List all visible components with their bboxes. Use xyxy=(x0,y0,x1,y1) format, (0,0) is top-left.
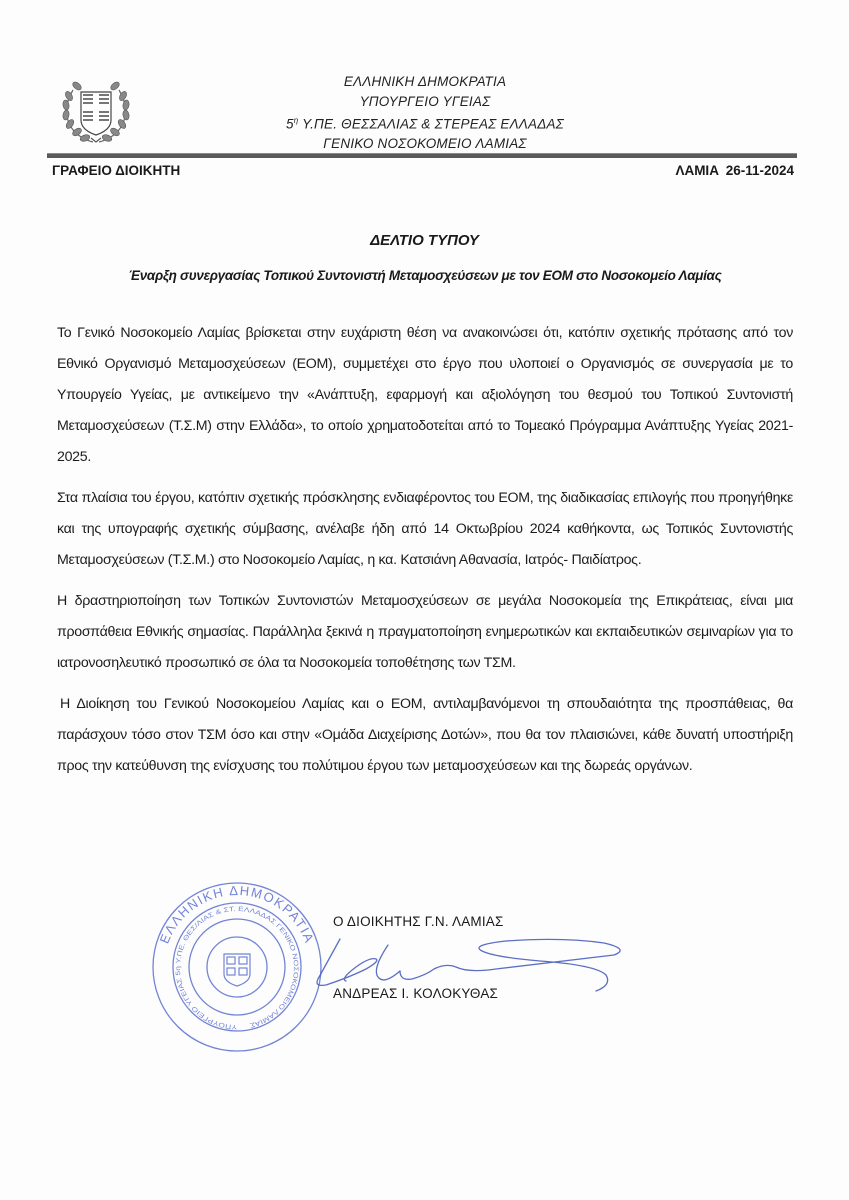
stamp-outer-text: ΕΛΛΗΝΙΚΗ ΔΗΜΟΚΡΑΤΙΑ xyxy=(156,882,318,946)
svg-text:ΥΠΟΥΡΓΕΙΟ ΥΓΕΙΑΣ 5η Υ.ΠΕ. ΘΕΣ/ xyxy=(175,906,299,1030)
signatory-block xyxy=(333,914,633,1014)
region-name: Υ.ΠΕ. ΘΕΣΣΑΛΙΑΣ & ΣΤΕΡΕΑΣ ΕΛΛΑΔΑΣ xyxy=(302,116,564,132)
region-suffix: η xyxy=(293,116,299,125)
header-line-hospital: ΓΕΝΙΚΟ ΝΟΣΟΚΟΜΕΙΟ ΛΑΜΙΑΣ xyxy=(323,136,527,151)
region-number: 5 xyxy=(286,116,294,132)
place-date: ΛΑΜΙΑ 26-11-2024 xyxy=(675,163,794,178)
issuer-header xyxy=(250,72,600,154)
official-stamp xyxy=(150,880,325,1055)
header-line-republic: ΕΛΛΗΝΙΚΗ ΔΗΜΟΚΡΑΤΙΑ xyxy=(343,74,507,89)
stamp-inner-text: ΥΠΟΥΡΓΕΙΟ ΥΓΕΙΑΣ 5η Υ.ΠΕ. ΘΕΣ/ΛΙΑΣ & ΣΤ. ΕΛΛΑΔΑΣ ΓΕΝΙΚΟ ΝΟΣΟΚΟΜΕΙΟ ΛΑΜΙΑΣ xyxy=(174,905,300,1031)
svg-text:ΕΛΛΗΝΙΚΗ ΔΗΜΟΚΡΑΤΙΑ xyxy=(157,883,318,946)
header-line-region xyxy=(250,111,600,134)
greek-coat-of-arms-icon xyxy=(59,72,133,148)
office-label: ΓΡΑΦΕΙΟ ΔΙΟΙΚΗΤΗ xyxy=(52,163,181,178)
body-paragraph: Στα πλαίσια του έργου, κατόπιν σχετικής πρόσκλησης ενδιαφέροντος του ΕΟΜ, της διαδικασίας επιλογής που προηγήθηκε και της υπογραφής σχετικής σύμβασης, ανέλαβε ήδη από 14 Οκτωβρίου 2024 καθήκοντα, ως Τοπικός Συντονιστής Μεταμοσχεύσεων (Τ.Σ.Μ.) στο Νοσοκομείο Λαμίας, η κα. Κατσιάνη Αθανασία, Ιατρός- Παιδίατρος. xyxy=(57,490,793,568)
body-paragraph: Το Γενικό Νοσοκομείο Λαμίας βρίσκεται στην ευχάριστη θέση να ανακοινώσει ότι, κατόπιν σχετικής πρότασης από τον Εθνικό Οργανισμό Μεταμοσχεύσεων (ΕΟΜ), συμμετέχει στο έργο που υλοποιεί ο Οργανισμός σε συνεργασία με το Υπουργείο Υγείας, με αντικείμενο την «Ανάπτυξη, εφαρμογή και αξιολόγηση του θεσμού του Τοπικού Συντονιστή Μεταμοσχεύσεων (Τ.Σ.Μ) στην Ελλάδα», το οποίο χρηματοδοτείται από το Τομεακό Πρόγραμμα Ανάπτυξης Υγείας 2021-2025. xyxy=(57,325,793,465)
document-subtitle: Έναρξη συνεργασίας Τοπικού Συντονιστή Μεταμοσχεύσεων με τον ΕΟΜ στο Νοσοκομείο Λαμίας xyxy=(128,268,722,283)
body-paragraph: Η Διοίκηση του Γενικού Νοσοκομείου Λαμίας και ο ΕΟΜ, αντιλαμβανόμενοι τη σπουδαιότητα της προσπάθειας, θα παράσχουν τόσο στον ΤΣΜ όσο και στην «Ομάδα Διαχείρισης Δοτών», που θα τον πλαισιώνει, κάθε δυνατή υποστήριξη προς την κατεύθυνση της ενίσχυσης του πολύτιμου έργου των μεταμοσχεύσεων και της δωρεάς οργάνων. xyxy=(57,696,793,774)
signatory-role: Ο ΔΙΟΙΚΗΤΗΣ Γ.Ν. ΛΑΜΙΑΣ xyxy=(333,914,504,929)
header-line-ministry: ΥΠΟΥΡΓΕΙΟ ΥΓΕΙΑΣ xyxy=(359,93,491,109)
header-rule xyxy=(47,153,797,158)
document-title: ΔΕΛΤΙΟ ΤΥΠΟΥ xyxy=(370,232,479,249)
document-body xyxy=(57,318,793,792)
body-paragraph: Η δραστηριοποίηση των Τοπικών Συντονιστών Μεταμοσχεύσεων σε μεγάλα Νοσοκομεία της Επικράτειας, είναι μια προσπάθεια Εθνικής σημασίας. Παράλληλα ξεκινά η πραγματοποίηση ενημερωτικών και εκπαιδευτικών σεμιναρίων για το ιατρονοσηλευτικό προσωπικό σε όλα τα Νοσοκομεία τοποθέτησης των ΤΣΜ. xyxy=(57,593,793,671)
signatory-name: ΑΝΔΡΕΑΣ Ι. ΚΟΛΟΚΥΘΑΣ xyxy=(333,986,499,1001)
